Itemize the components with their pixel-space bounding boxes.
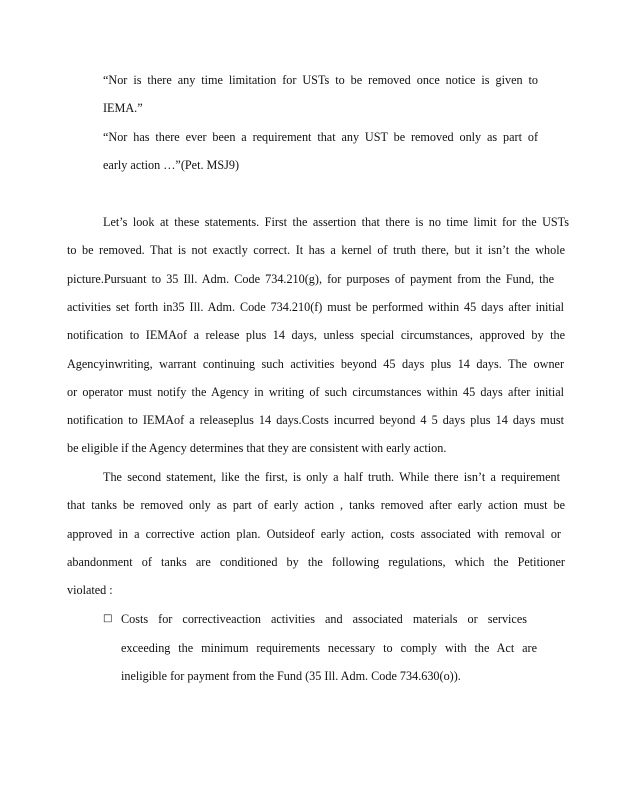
p1-line-8: notification to IEMAof a releaseplus 14 days.Costs incurred beyond 4 5 days plus 14 days must xyxy=(67,413,564,427)
p1-line-2: to be removed. That is not exactly correct. It has a kernel of truth there, but it isn’t the whole xyxy=(67,243,565,257)
p1-line-5: notification to IEMAof a release plus 14 days, unless special circumstances, approved by the xyxy=(67,328,565,342)
p2-line-5: violated : xyxy=(67,583,113,597)
p2-line-2: that tanks be removed only as part of early action , tanks removed after early action must be xyxy=(67,498,565,512)
p1-line-7: or operator must notify the Agency in writing of such circumstances within 45 days after initial xyxy=(67,385,564,399)
p2-line-4: abandonment of tanks are conditioned by the following regulations, which the Petitioner xyxy=(67,555,565,569)
bullet-box-icon: □ xyxy=(103,613,113,624)
p1-line-9: be eligible if the Agency determines that they are consistent with early action. xyxy=(67,441,447,455)
p1-line-6: Agencyinwriting, warrant continuing such activities beyond 45 days plus 14 days. The owner xyxy=(67,357,564,371)
quote-line-4: early action …”(Pet. MSJ9) xyxy=(103,158,240,172)
quote-line-1: “Nor is there any time limitation for USTs to be removed once notice is given to xyxy=(103,73,538,87)
bullet-line-1: Costs for correctiveaction activities and associated materials or services xyxy=(121,612,527,626)
p2-line-3: approved in a corrective action plan. Outsideof early action, costs associated with removal or xyxy=(67,527,561,541)
quote-line-2: IEMA.” xyxy=(103,101,143,115)
p1-line-4: activities set forth in35 Ill. Adm. Code 734.210(f) must be performed within 45 days after initial xyxy=(67,300,564,314)
bullet-line-2: exceeding the minimum requirements necessary to comply with the Act are xyxy=(121,641,537,655)
p1-line-3: picture.Pursuant to 35 Ill. Adm. Code 734.210(g), for purposes of payment from the Fund, the xyxy=(67,272,554,286)
p1-line-1: Let’s look at these statements. First the assertion that there is no time limit for the USTs xyxy=(103,215,569,229)
p2-line-1: The second statement, like the first, is only a half truth. While there isn’t a requirement xyxy=(103,470,560,484)
bullet-line-3: ineligible for payment from the Fund (35 Ill. Adm. Code 734.630(o)). xyxy=(121,669,461,683)
quote-line-3: “Nor has there ever been a requirement that any UST be removed only as part of xyxy=(103,130,538,144)
